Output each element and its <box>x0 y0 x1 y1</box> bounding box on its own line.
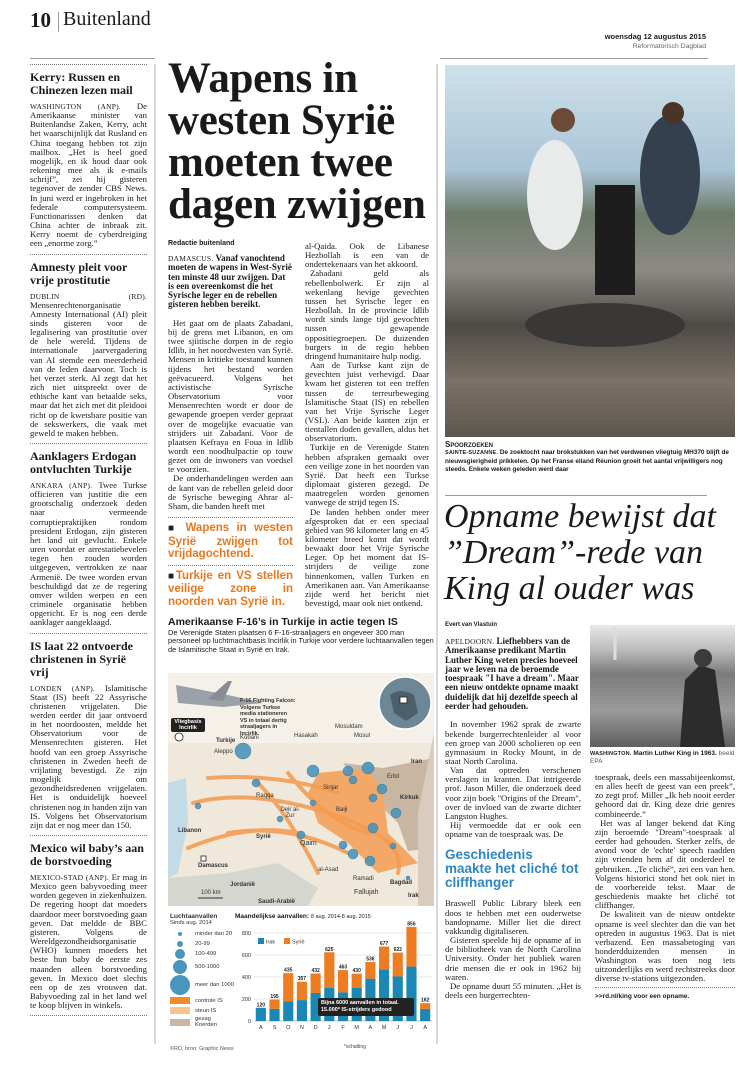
map-label: Jordanië <box>230 882 256 888</box>
legend-label: 20-99 <box>195 940 210 947</box>
map-label: Damascus <box>198 863 229 869</box>
legend-label: meer dan 1000 <box>195 982 234 988</box>
brief-kerry <box>30 71 147 255</box>
bar-syrie <box>324 952 334 988</box>
page-header <box>30 6 155 59</box>
data-label: 622 <box>393 947 402 954</box>
legend-item <box>170 975 234 995</box>
brief-mexico <box>30 842 147 1016</box>
dateline: WASHINGTON. <box>590 751 632 757</box>
date: woensdag 12 augustus 2015 <box>604 32 706 41</box>
map-label: Hasakah <box>294 733 318 739</box>
main-byline: Redactie buitenland <box>168 240 235 247</box>
paragraph: Het was al langer bekend dat King zijn beroemde "Dream"-toespraak al eerder had gehouden. Sterker zelfs, de avond voor de 'echte' speech raadden zijn vrienden hem af dit onderdeel te gebruiken. „Te cliché”, zei een van hen. Volgens historici stond het ook niet in de voorbereide tekst. Maar de geschiedenis maakte het cliché tot cliffhanger. <box>595 817 735 911</box>
legend-label: steun IS <box>195 1007 217 1014</box>
king-col1 <box>445 637 581 1000</box>
bar-irak <box>420 1009 430 1021</box>
header-divider <box>58 12 59 32</box>
y-tick-label: 0 <box>247 1019 251 1025</box>
map-label: Fallujah <box>354 889 379 896</box>
brief-text: Mensenrechtenorganisatie Amnesty International (AI) pleit sinds gisteren voor de legalisering van prostitutie over de hele wereld. Tijdens de internationale jaarvergadering van AI stemde een meerderheid van de leden daarvoor. Toch is het verzet sterk. AI zegt dat het zich niet uitspreekt over de ethische kant van betaalde seks, maar dat het zich met dit pleidooi richt op de kwetsbare positie van de sekswerkers, die vaak met geweld te maken hebben. <box>30 299 147 438</box>
bar-syrie <box>338 970 348 992</box>
map-label: Erbil <box>387 774 400 780</box>
divider <box>445 495 707 496</box>
map-label: Qaim <box>300 840 317 847</box>
dateline: APELDOORN. <box>445 637 495 646</box>
legend-item <box>170 939 234 948</box>
data-label: 120 <box>256 1002 266 1009</box>
highlight-1: ■ Wapens in westen Syrië zwijgen tot vrijdagochtend. <box>168 522 294 561</box>
airbase-icon <box>175 733 183 741</box>
data-label: 435 <box>284 967 293 974</box>
y-tick-label: 400 <box>241 975 251 981</box>
legend-title: Luchtaanvallen <box>170 913 218 920</box>
bar-syrie <box>393 953 403 977</box>
x-tick-label: A <box>259 1025 263 1031</box>
dateline: WASHINGTON (ANP). <box>30 102 121 111</box>
main-col1 <box>168 254 293 612</box>
dateline: DUBLIN (RD). <box>30 291 147 301</box>
paragraph: Braswell Public Library bleek een doos te hebben met een ouderwetse bandopname. Miller liet die direct vakkundig digitaliseren. <box>445 898 581 936</box>
data-label: 536 <box>366 956 375 963</box>
paragraph: Turkije en de Verenigde Staten hebben afspraken gemaakt over een veilige zone in het noorden van Syrië. Dat heeft een Turkse diplomaat gisteren gezegd. De maatregelen worden genomen vanwege de strijd tegen IS. <box>305 442 429 508</box>
paragraph: Zabadani geld als rebellenbolwerk. Er zijn al wekenlang hevige gevechten tussen het Syrische leger en Hezbollah. In de provincie Idlib wordt sinds lange tijd gevochten tussen gewapende oppositiegroepen. De duizenden burgers in de regio hebben dringend humanitaire hulp nodig. <box>305 268 429 361</box>
x-tick-label: D <box>313 1025 318 1031</box>
legend-label: gezag Koerden <box>195 1016 217 1028</box>
paragraph: Hij vermoedde dat er ook een opname van de toespraak was. De <box>445 820 581 840</box>
f16-title: F-16 Fighting Falcon: <box>240 698 296 704</box>
paragraph: De landen hebben onder meer afgesproken dat er een speciaal gebied van 98 kilometer lang en 45 kilometer breed komt dat wordt bewaakt door het Vrije Syrische Leger. Op het moment dat IS-strijders de veilige zone binnenkomen, vallen Turken en Amerikanen aan. Van Amerikaanse zijde werd het bericht niet bevestigd, maar ook niet ontkend. <box>305 506 429 609</box>
highlight-2: ■Turkije en VS stellen veilige zone in noorden van Syrië in. <box>168 569 293 608</box>
source: ©RD, bron: Graphic News <box>170 1046 234 1052</box>
capital-icon <box>201 856 206 861</box>
brief-text: Twee Turkse officieren van justitie die een grootschalig onderzoek deden naar vermeende corruptiepraktijken rondom president Erdogan, zijn gisteren het land uit gevlucht. Enkele uren voordat er arrestatiebevelen tegen hen zouden worden uitgegeven, vertrokken ze naar Armenië. De twee worden ervan beschuldigd dat ze de regering omver wilden werpen en een criminele organisatie hebben opgericht. Er is nog een derde aanklager aangeklaagd. <box>30 480 147 628</box>
x-tick-label: N <box>299 1025 304 1031</box>
photo-figures <box>445 65 735 437</box>
chart-title-text: Maandelijkse aanvallen: <box>235 913 310 920</box>
paragraph: al-Qaida. Ook de Libanese Hezbollah is een van de ondertekenaars van het akkoord. <box>305 241 429 270</box>
bar-syrie <box>311 973 321 992</box>
airbase-label: Vliegbasis Incirlik <box>171 718 205 732</box>
legend-label: Syrië <box>292 939 305 946</box>
king-lead: Liefhebbers van de Amerikaanse predikant Martin Luther King weten precies hoeveel jaar we leven na de beroemde toespraak "I have a dream". Maar een nieuw ontdekte opname maakt duidelijk dat hij dezelfde speech al eerder had gehouden. <box>445 636 579 712</box>
chart-subtitle: 8 aug. 2014-8 aug. 2015 <box>310 914 371 920</box>
king-photo <box>590 625 735 747</box>
x-tick-label: O <box>286 1025 291 1031</box>
briefs-column <box>30 64 147 1016</box>
bar-irak <box>256 1008 266 1021</box>
data-label: 856 <box>407 921 416 928</box>
x-tick-label: J <box>396 1025 400 1031</box>
legend-swatch <box>258 938 264 944</box>
brief-text: Islamitische Staat (IS) heeft 22 Assyrische christenen vrijgelaten. Die werden eerder dit jaar ontvoerd in het noordoosten, meldde het Observatorium voor de Mensenrechten gisteren. Het hoofd van een groep Assyrische christenen in Zweden heeft de vrijlating bevestigd. Ze zijn mogelijk om gezondheidsredenen vrijgelaten. Het is onduidelijk hoeveel christenen nog in handen zijn van IS. Volgens het Observatorium zijn dat er nog meer dan 150. <box>30 682 148 830</box>
x-tick-label: J <box>327 1025 331 1031</box>
divider <box>595 987 735 988</box>
paragraph: Van dat optreden verschenen verslagen in kranten. Dat intrigeerde prof. Jason Miller, die onderzoek deed voor zijn boek "Origins of the Dream", over de invloed van de zwarte dichter Langston Hughes. <box>445 765 581 821</box>
king-recording-link[interactable]: >>rd.nl/king voor een opname. <box>595 992 690 1000</box>
map-label: Kirkuk <box>400 795 419 801</box>
legend-label: Irak <box>266 939 276 946</box>
brief-title: IS laat 22 ontvoerde christenen in Syrië vrij <box>30 638 133 679</box>
map-legend <box>170 913 234 1029</box>
paragraph: Aan de Turkse kant zijn de gevechten juist verhevigd. Daar kwam het gisteren tot een treffen tussen de terreurbeweging Islamitische Staat (IS) en rebellen van het Vrije Syrische Leger (VSL). Aan beide kanten zijn er tientallen doden gevallen, aldus het observatorium. <box>305 360 429 444</box>
legend-label: 500-1000 <box>195 964 220 970</box>
brief-text: De Amerikaanse minister van Buitenlandse Zaken, Kerry, acht het waarschijnlijk dat Rusland en China toegang hebben tot zijn mailbox. „Het is heel goed mogelijk, en ik houd daar ook rekening mee als ik e-mails schrijf”, zei hij gisteren tegenover de zender CBS News. In juni werd er ingebroken in het federale computersysteem. Functionarissen denken dat China achter de inbraak zit. Kerry noemt de cyberdreiging een „enorme zorg.” <box>30 101 148 249</box>
legend-item <box>170 929 234 938</box>
paragraph: De opname duurt 55 minuten. „Het is deels een burgerrechten- <box>445 980 581 1000</box>
map-graphic <box>168 673 434 906</box>
map-label: Bagdad <box>390 880 413 886</box>
legend-label: 100-499 <box>195 951 217 957</box>
data-label: 463 <box>338 964 348 971</box>
map-label: Mosuldam <box>335 724 363 730</box>
map-label: Kobani <box>240 735 259 741</box>
bar-chart <box>234 921 434 1051</box>
data-label: 357 <box>297 976 307 983</box>
x-tick-label: M <box>354 1025 359 1031</box>
x-tick-label: A <box>423 1025 427 1031</box>
king-photo-caption <box>590 750 735 766</box>
king-byline: Evert van Vlastuin <box>445 622 498 628</box>
legend-item <box>170 996 234 1005</box>
header-rule <box>440 58 708 59</box>
search-photo <box>445 65 735 437</box>
paragraph: De kwaliteit van de nieuw ontdekte opname is veel slechter dan die van het optreden in augustus 1963. Dat is niet verbazend. Een massabetoging van honderdduizenden mensen in Washington was toen nog iets uitzonderlijks en werd rechtstreeks door diverse tv-stations uitgezonden. <box>595 909 735 984</box>
highlight-text: Turkije en VS stellen veilige zone in noorden van Syrië in. <box>168 569 293 608</box>
x-tick-label: J <box>410 1025 413 1031</box>
bar-syrie <box>352 974 362 988</box>
bar-irak <box>269 1009 279 1021</box>
data-label: 432 <box>311 967 320 974</box>
map-label: Iran <box>411 759 423 765</box>
map-label: Saudi-Arabië <box>258 899 296 905</box>
paragraph: Gisteren speelde hij de opname af in de bibliotheek van de North Carolina University. Onder het publiek waren drie mensen die er ook in 1962 bij waren. <box>445 935 581 982</box>
brief-is-christians <box>30 640 147 837</box>
legend-swatch <box>284 938 290 944</box>
paper-name: Reformatorisch Dagblad <box>632 43 706 50</box>
column-shadow <box>154 64 156 1044</box>
infographic <box>168 616 434 1056</box>
brief-title: Aanklagers Erdogan ontvluchten Turkije <box>30 449 137 476</box>
dateline: DAMASCUS. <box>168 254 214 263</box>
paragraph: De onderhandelingen werden aan de kant van de rebellen geleid door de Syrische beweging Ahrar al-Sham, die banden heeft met <box>168 473 293 511</box>
caption-text: Martin Luther King in 1963. <box>633 750 717 757</box>
paragraph: Het gaat om de plaats Zabadani, bij de grens met Libanon, en om twee sjiitische dorpen in de regio Idlib, in het noordwesten van Syrië. Mensen in kritieke toestand kunnen tijdens het bestand worden geëvacueerd. Volgens het activistische Syrische Observatorium voor Mensenrechten wordt er door de gewapende groepen verder gepraat over de mogelijke evacuatie van strijders uit Zabadani. Voor de plaatsen Kefraya en Foua in Idlib wordt een noodhulpactie op touw gezet om de inwoners van voedsel te voorzien. <box>168 317 293 475</box>
data-label: 677 <box>379 941 389 948</box>
brief-amnesty <box>30 261 147 445</box>
bar-irak <box>297 1000 307 1021</box>
caption-text: De zoektocht naar brokstukken van het verdwenen vliegtuig MH370 blijft de nieuwsgierigheid prikkelen. Op het Franse eiland Réunion groeit het aantal vrijwilligers nog steeds. Enkele weken geleden werd daar <box>445 449 729 473</box>
map-label: Raqqa <box>256 793 274 799</box>
photo-caption-title: Spoorzoeken <box>445 440 494 449</box>
chart-title <box>235 913 371 920</box>
map-label: 100 km <box>201 890 221 896</box>
photo-caption <box>445 441 735 474</box>
legend-swatch <box>170 975 190 995</box>
infographic-subtitle: De Verenigde Staten plaatsen 6 F-16-straaljagers en ongeveer 300 man personeel op luchtmachtbasis Incirlik in Turkije voor verdere luchtaanvallen tegen de Islamitische Staat in Syrië en Irak. <box>168 628 434 654</box>
map-label: Syrië <box>256 834 271 840</box>
map <box>168 673 434 906</box>
main-lead: Vanaf vanochtend moeten de wapens in West-Syrië ten minste 48 uur zwijgen. Dat is een overeenkomst die het Syrische leger en de rebellen gisteren hebben bereikt. <box>168 253 292 310</box>
legend-subtitle: Sinds aug. 2014 <box>170 920 212 926</box>
dateline: LONDEN (ANP). <box>30 683 96 693</box>
map-label: Aleppo <box>214 749 233 755</box>
data-label: 430 <box>352 968 361 975</box>
legend-item <box>170 1006 234 1015</box>
f16-caption <box>240 698 295 737</box>
infographic-title: Amerikaanse F-16’s in Turkije in actie tegen IS <box>168 616 398 628</box>
section-title: Buitenland <box>63 8 151 30</box>
legend-swatch <box>170 997 190 1004</box>
king-subhead: Geschiedenis maakte het cliché tot cliffhanger <box>445 847 579 891</box>
bar-syrie <box>420 1003 430 1009</box>
map-label: Ramadi <box>353 876 374 882</box>
legend-label: controle IS <box>195 997 223 1004</box>
brief-erdogan <box>30 450 147 634</box>
map-label: Mosul <box>354 733 371 739</box>
king-figure <box>590 625 735 747</box>
bar-syrie <box>283 973 293 1001</box>
x-tick-label: M <box>381 1025 387 1031</box>
bar-irak <box>283 1001 293 1021</box>
y-tick-label: 200 <box>241 997 251 1003</box>
chart-annotation: Bijna 6000 aanvallen in totaal. 15.000* IS-strijders gedood <box>318 998 414 1016</box>
paragraph: In november 1962 sprak de zwarte bekende burgerrechtenleider al voor een groep van 2000 scholieren op een gymnasium in Rocky Mount, in de staat North Carolina. <box>445 719 581 766</box>
map-label: Turkije <box>216 738 236 744</box>
legend-item <box>170 949 234 959</box>
bar-syrie <box>406 927 416 967</box>
main-col2 <box>305 242 429 608</box>
map-label: Libanon <box>178 828 202 834</box>
brief-title: Mexico wil baby’s aan de borstvoeding <box>30 841 144 868</box>
legend-swatch <box>177 941 183 947</box>
y-tick-label: 600 <box>241 953 251 959</box>
data-label: 162 <box>420 997 430 1004</box>
f16-text: Volgens Turkse media stationeren VS in totaal dertig straaljagers in Incirlik. <box>240 704 288 737</box>
king-col2 <box>595 773 735 1001</box>
map-label: al-Asad <box>318 867 339 873</box>
bar-syrie <box>297 982 307 1000</box>
brief-text: Er mag in Mexico geen babyvoeding meer worden gegeven in ziekenhuizen. De regering hoopt dat moeders daardoor meer borstvoeding gaan geven. Dat meldde de BBC gisteren. Volgens de Wereldgezondheidsorganisatie (WHO) kunnen moeders het beste hun baby de eerste zes maanden alleen borstvoeding geven. In Mexico doet slechts een op de zes vrouwen dat. Babyvoeding zal in het land wel te koop blijven in winkels. <box>30 872 148 1011</box>
dateline: SAINTE-SUZANNE. <box>445 450 499 457</box>
legend-label: minder dan 20 <box>195 930 233 937</box>
main-headline: Wapens in westen Syrië moeten twee dagen zwijgen <box>168 55 426 228</box>
brief-title: Kerry: Russen en Chinezen lezen mail <box>30 70 133 97</box>
x-tick-label: A <box>368 1025 373 1031</box>
data-label: 625 <box>325 946 334 953</box>
legend-swatch <box>175 949 185 959</box>
page-number: 10 <box>30 8 51 32</box>
legend-swatch <box>173 960 187 974</box>
bar-syrie <box>379 947 389 970</box>
bar-syrie <box>365 962 375 979</box>
dateline: MEXICO-STAD (ANP). <box>30 873 109 882</box>
king-headline: Opname bewijst dat ”Dream”-rede van King al ouder was <box>444 498 716 607</box>
data-label: 195 <box>270 994 279 1001</box>
divider <box>30 64 147 65</box>
dateline: ANKARA (ANP). <box>30 481 93 490</box>
bar-syrie <box>269 1000 279 1009</box>
chart-footnote: *schatting <box>344 1044 366 1050</box>
legend-item <box>170 960 234 974</box>
photo-credit: beeld EPA <box>590 750 735 765</box>
map-label: Irak <box>408 893 419 899</box>
brief-title: Amnesty pleit voor vrije prostitutie <box>30 259 128 287</box>
map-label: Sinjar <box>323 785 339 791</box>
column-shadow <box>436 64 438 1044</box>
date-block <box>506 32 706 50</box>
paragraph: toespraak, deels een massabijeenkomst, en alles heeft de geest van een preek”, zo zegt prof. Miller „Ik heb nooit eerder gehoord dat dr. King deze drie genres combineerde.” <box>595 772 735 819</box>
legend-item <box>170 1016 234 1028</box>
y-tick-label: 800 <box>241 931 251 937</box>
legend-swatch <box>170 1019 190 1026</box>
x-tick-label: S <box>272 1025 277 1031</box>
legend-swatch <box>178 932 182 936</box>
highlight-text: Wapens in westen Syrië zwijgen tot vrijdagochtend. <box>168 522 294 561</box>
legend-swatch <box>170 1007 190 1014</box>
x-tick-label: F <box>341 1025 345 1031</box>
globe-marker <box>400 697 407 703</box>
map-label: Baiji <box>336 807 348 813</box>
map-label: Deir al-Zur <box>280 807 300 819</box>
